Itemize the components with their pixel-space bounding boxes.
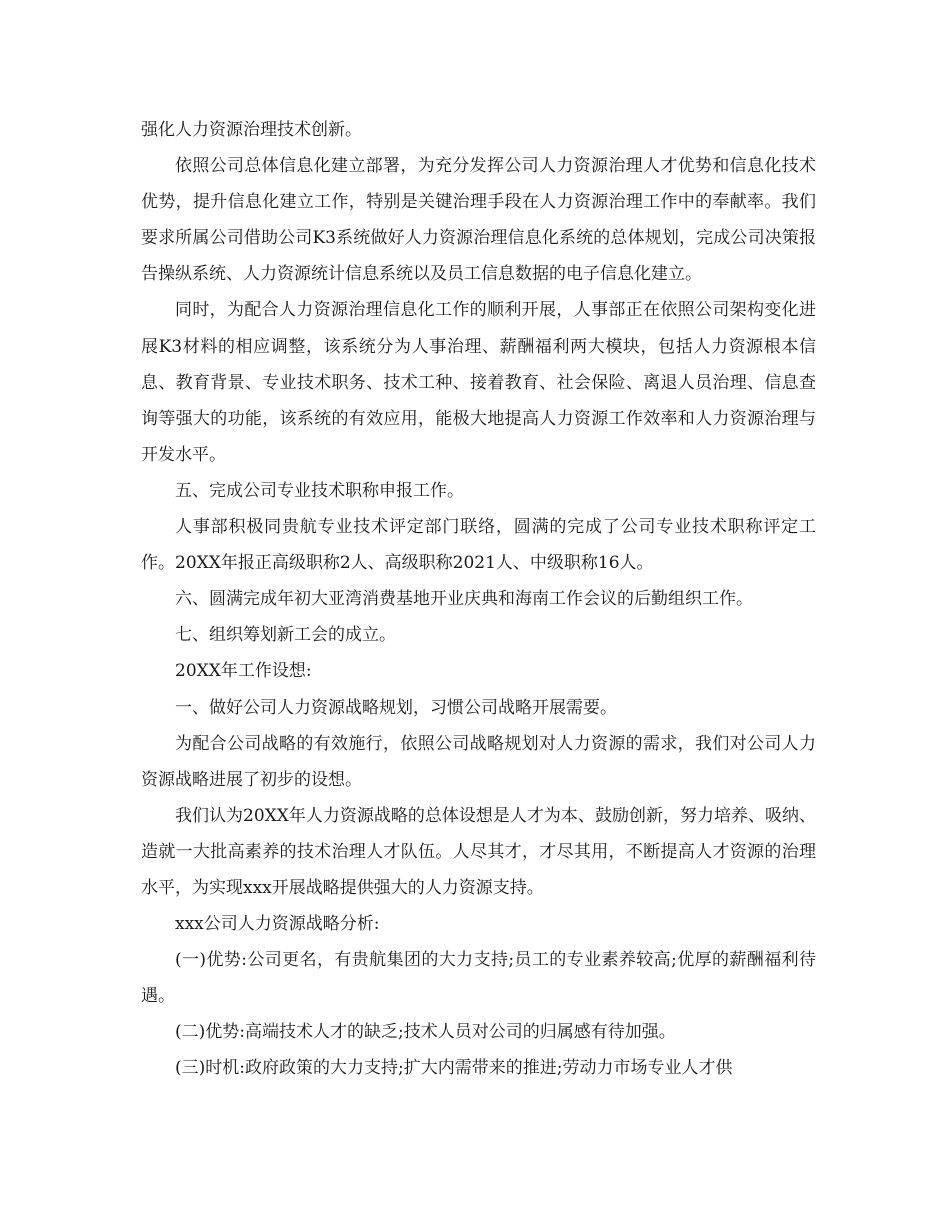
document-body <box>141 112 816 1087</box>
paragraph-analysis-heading: xxx公司人力资源战略分析: <box>175 914 380 935</box>
paragraph-title-evaluation: 人事部积极同贵航专业技术评定部门联络，圆满的完成了公司专业技术职称评定工作。20XX年报正高级职称2人、高级职称2021人、中级职称16人。 <box>141 517 816 574</box>
paragraph-continuation: 强化人力资源治理技术创新。 <box>141 120 362 140</box>
paragraph-heading-5: 五、完成公司专业技术职称申报工作。 <box>175 480 464 501</box>
paragraph-plan-heading: 20XX年工作设想: <box>175 661 312 682</box>
paragraph-heading-7: 七、组织筹划新工会的成立。 <box>175 625 396 646</box>
paragraph-strategy-intro: 为配合公司战略的有效施行，依照公司战略规划对人力资源的需求，我们对公司人力资源战略进展了初步的设想。 <box>141 733 816 790</box>
paragraph-heading-6: 六、圆满完成年初大亚湾消费基地开业庆典和海南工作会议的后勤组织工作。 <box>175 589 753 610</box>
paragraph-strategy-vision: 我们认为20XX年人力资源战略的总体设想是人才为本、鼓励创新，努力培养、吸纳、造就一大批高素养的技术治理人才队伍。人尽其才，才尽其用，不断提高人才资源的治理水平，为实现xxx开展战略提供强大的人力资源支持。 <box>141 805 816 898</box>
paragraph-analysis-3: (三)时机:政府政策的大力支持;扩大内需带来的推进;劳动力市场专业人才供 <box>175 1058 733 1079</box>
paragraph-info-deployment: 依照公司总体信息化建立部署，为充分发挥公司人力资源治理人才优势和信息化技术优势，提升信息化建立工作，特别是关键治理手段在人力资源治理工作中的奉献率。我们要求所属公司借助公司K3系统做好人力资源治理信息化系统的总体规划，完成公司决策报告操纵系统、人力资源统计信息系统以及员工信息数据的电子信息化建立。 <box>141 156 816 285</box>
paragraph-plan-item-1: 一、做好公司人力资源战略规划，习惯公司战略开展需要。 <box>175 697 617 718</box>
paragraph-k3-system: 同时，为配合人力资源治理信息化工作的顺利开展，人事部正在依照公司架构变化进展K3材料的相应调整，该系统分为人事治理、薪酬福利两大模块，包括人力资源根本信息、教育背景、专业技术职务、技术工种、接着教育、社会保险、离退人员治理、信息查询等强大的功能，该系统的有效应用，能极大地提高人力资源工作效率和人力资源治理与开发水平。 <box>141 300 816 465</box>
paragraph-analysis-2: (二)优势:高端技术人才的缺乏;技术人员对公司的归属感有待加强。 <box>175 1022 676 1043</box>
paragraph-analysis-1: (一)优势:公司更名，有贵航集团的大力支持;员工的专业素养较高;优厚的薪酬福利待遇。 <box>141 950 816 1007</box>
